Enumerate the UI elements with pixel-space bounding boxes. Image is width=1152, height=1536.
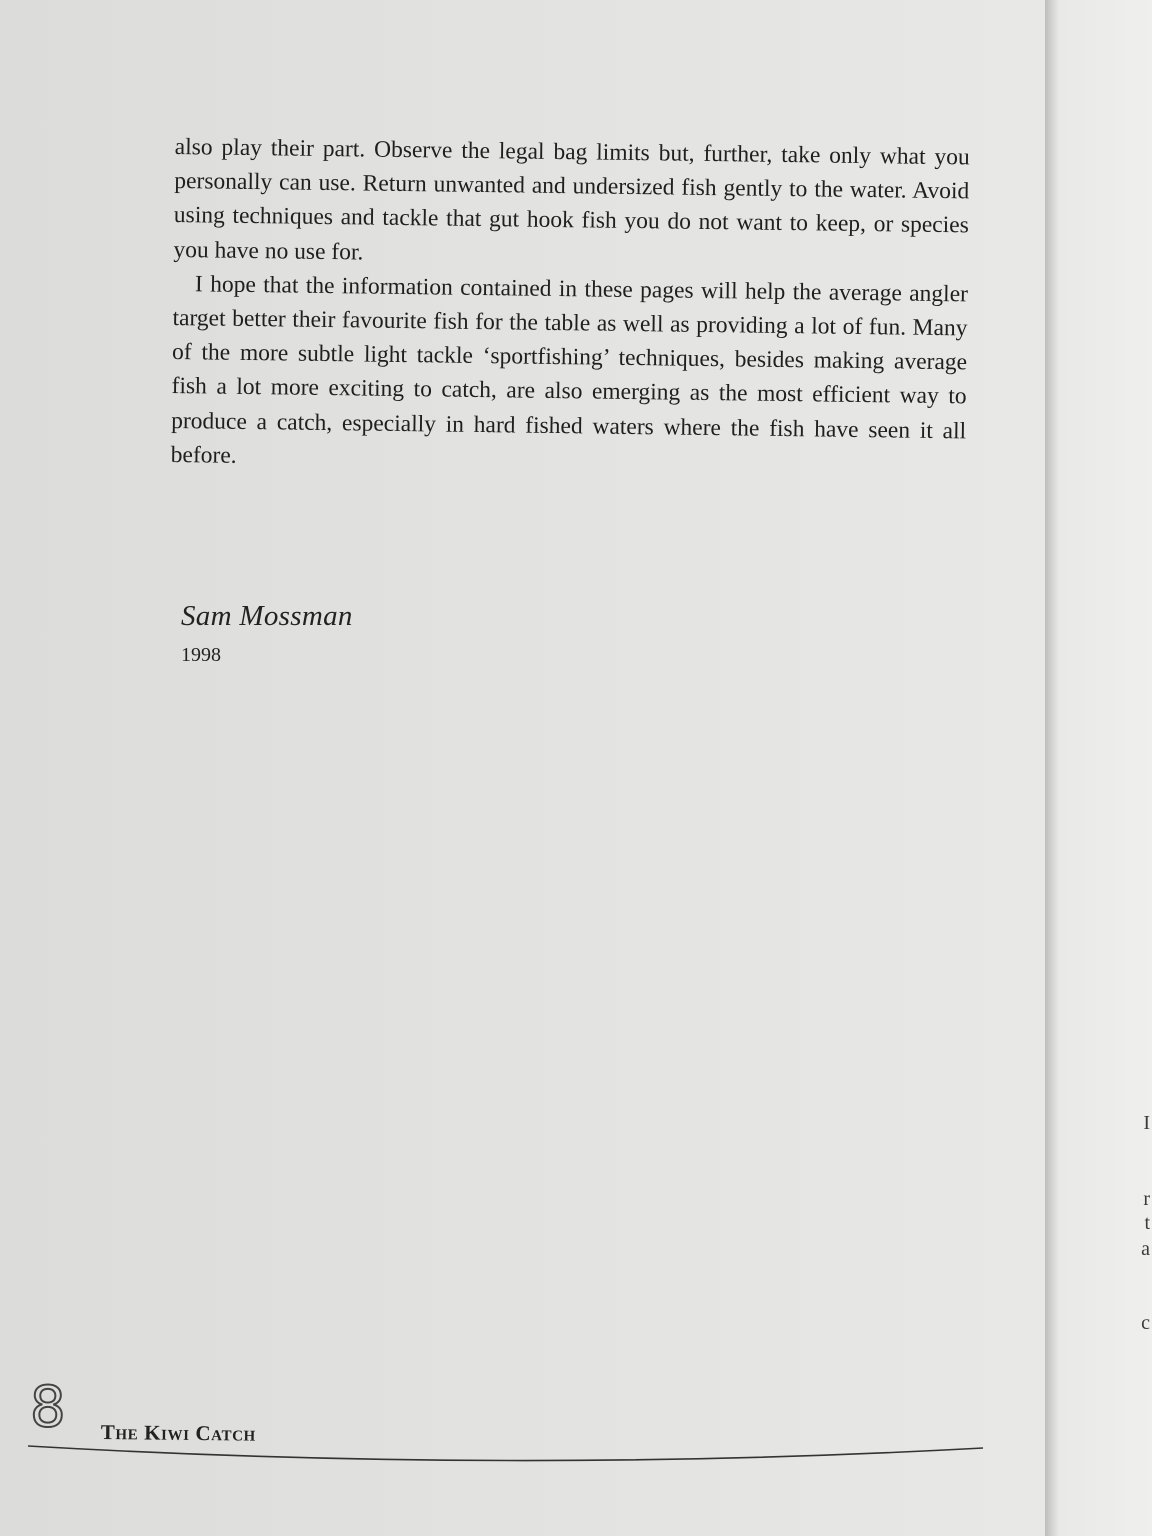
adjacent-page-glyph: a — [1141, 1238, 1150, 1260]
adjacent-page-glyph: c — [1141, 1312, 1150, 1334]
page-number: 8 — [30, 1375, 66, 1440]
running-title: The Kiwi Catch — [100, 1420, 256, 1446]
adjacent-page-glyph: I — [1143, 1112, 1150, 1134]
adjacent-page-glyph: t — [1144, 1212, 1150, 1234]
adjacent-page-edge — [1045, 0, 1152, 1536]
body-text — [171, 130, 970, 482]
footer-rule — [28, 1440, 988, 1480]
paragraph-2: I hope that the information contained in these pages will help the average angler target better their favourite fish for the table as well as providing a lot of fun. Many of the more subtle light tackle ‘sportfishing’ techniques, besides making average fish a lot more exciting to catch, are also emerging as the most efficient way to produce a catch, especially in hard fished waters where the fish have seen it all before. — [170, 271, 969, 469]
signature-year: 1998 — [181, 644, 221, 666]
paragraph-1: also play their part. Observe the legal bag limits but, further, take only what you personally can use. Return unwanted and undersized fish gently to the water. Avoid using techniques and tackle that gut hook fish you do not want to keep, or species you have no use for. — [173, 133, 970, 266]
author-signature: Sam Mossman — [181, 600, 353, 632]
adjacent-page-glyph: r — [1143, 1188, 1150, 1210]
